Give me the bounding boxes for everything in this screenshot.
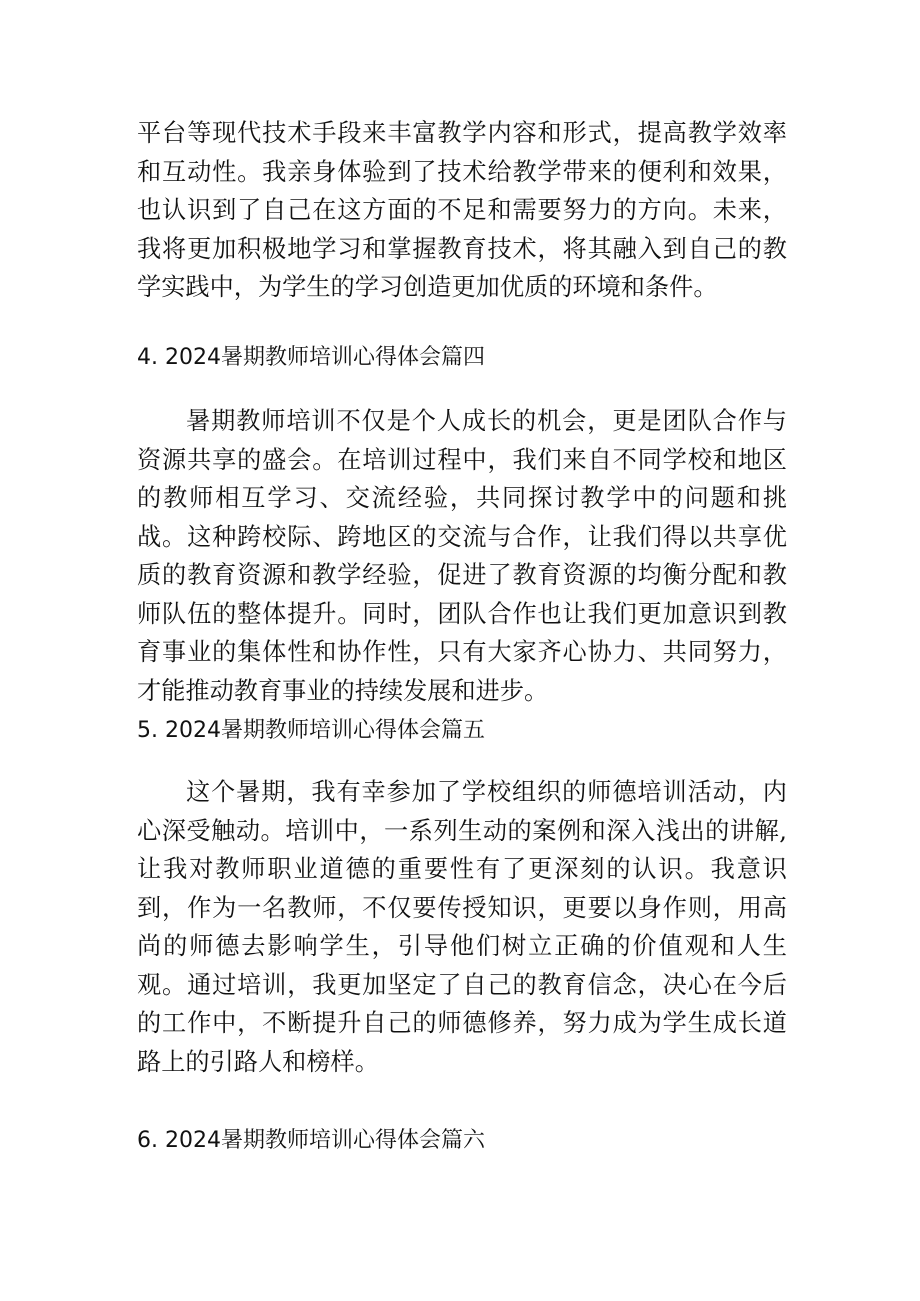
paragraph-continued: 平台等现代技术手段来丰富教学内容和形式，提高教学效率和互动性。我亲身体验到了技术给教学带来的便利和效果，也认识到了自己在这方面的不足和需要努力的方向。未来，我将更加积极地学习和掌握教育技术，将其融入到自己的教学实践中，为学生的学习创造更加优质的环境和条件。	[137, 119, 787, 301]
paragraph-section-4: 暑期教师培训不仅是个人成长的机会，更是团队合作与资源共享的盛会。在培训过程中，我们来自不同学校和地区的教师相互学习、交流经验，共同探讨教学中的问题和挑战。这种跨校际、跨地区的交流与合作，让我们得以共享优质的教育资源和教学经验，促进了教育资源的均衡分配和教师队伍的整体提升。同时，团队合作也让我们更加意识到教育事业的集体性和协作性，只有大家齐心协力、共同努力，才能推动教育事业的持续发展和进步。	[137, 407, 787, 705]
section-heading-6: 6. 2024暑期教师培训心得体会篇六	[137, 1128, 485, 1153]
paragraph-section-5: 这个暑期，我有幸参加了学校组织的师德培训活动，内心深受触动。培训中，一系列生动的案例和深入浅出的讲解,让我对教师职业道德的重要性有了更深刻的认识。我意识到，作为一名教师，不仅要传授知识，更要以身作则，用高尚的师德去影响学生，引导他们树立正确的价值观和人生观。通过培训，我更加坚定了自己的教育信念，决心在今后的工作中，不断提升自己的师德修养，努力成为学生成长道路上的引路人和榜样。	[137, 778, 787, 1076]
section-heading-4: 4. 2024暑期教师培训心得体会篇四	[137, 345, 485, 370]
section-heading-5: 5. 2024暑期教师培训心得体会篇五	[137, 718, 485, 743]
